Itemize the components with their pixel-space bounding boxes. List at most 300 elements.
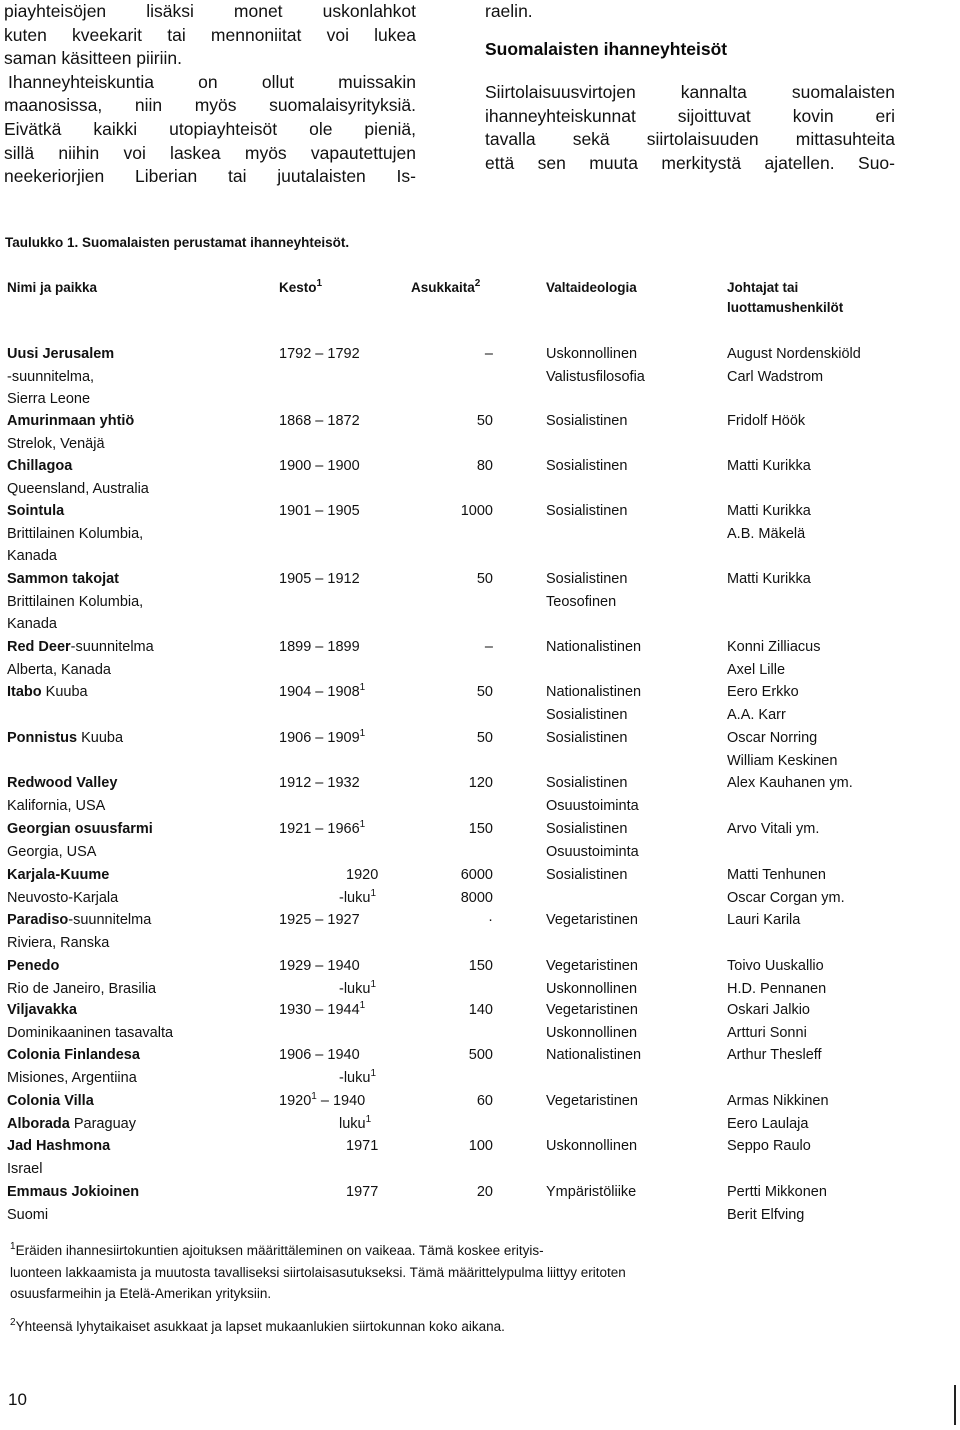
row-duration-text: 1977	[346, 1184, 379, 1200]
row-duration-sup: 1	[359, 728, 366, 739]
row-ideology-cell	[546, 772, 639, 817]
row-duration2-text: luku	[339, 1115, 366, 1132]
row-name-cell	[7, 772, 117, 817]
row-leaders-cell	[727, 864, 845, 909]
row-duration	[279, 955, 376, 978]
row-leader: Seppo Raulo	[727, 1138, 811, 1154]
row-population: 50	[476, 571, 493, 587]
row-name-cell	[7, 568, 143, 636]
row-duration	[279, 455, 360, 478]
row-name	[7, 727, 123, 750]
row-name	[7, 636, 154, 659]
row-duration-cell	[279, 1181, 378, 1204]
row-ideology-cell	[546, 568, 627, 613]
row-leader: Matti Tenhunen	[727, 867, 826, 883]
row-leaders-cell	[727, 455, 811, 478]
row-name	[7, 568, 143, 591]
text-line: sillä niihin voi laskea myös vapautettujen	[4, 142, 416, 163]
row-duration-sup: 1	[311, 1091, 317, 1102]
row-name-bold: Viljavakka	[7, 1002, 77, 1018]
row-duration	[279, 636, 360, 659]
row-duration-line2	[279, 1067, 376, 1090]
row-ideology-cell	[546, 955, 638, 1000]
row-name-bold: Redwood Valley	[7, 775, 118, 791]
footnote-1-text: Eräiden ihannesiirtokuntien ajoituksen määrittäleminen on vaikeaa. Tämä koskee erityis-	[15, 1243, 544, 1258]
row-name-bold: Emmaus Jokioinen	[7, 1184, 140, 1200]
row-ideology: Osuustoiminta	[546, 843, 639, 860]
row-duration-cell	[279, 999, 365, 1022]
text-line: piayhteisöjen lisäksi monet uskonlahkot	[4, 1, 416, 21]
row-name-bold: Penedo	[7, 958, 60, 974]
row-ideology-cell	[546, 500, 627, 523]
row-name	[7, 999, 173, 1022]
row-name-cell	[7, 909, 151, 954]
row-population: 20	[476, 1184, 493, 1200]
right-text-column	[485, 0, 895, 176]
row-population: 500	[468, 1047, 493, 1063]
row-name-line: Kanada	[7, 616, 57, 633]
row-population-cell	[445, 1044, 493, 1067]
row-name-line: Rio de Janeiro, Brasilia	[7, 980, 157, 997]
row-duration	[279, 999, 365, 1022]
row-duration-text: 1929 – 1940	[279, 958, 360, 974]
row-ideology: Teosofinen	[546, 593, 617, 610]
row-duration-text: 1920	[279, 1093, 312, 1109]
row-leader: Carl Wadstrom	[727, 368, 824, 385]
row-leaders-cell	[727, 1181, 827, 1226]
header-leaders	[727, 278, 843, 318]
row-population: 150	[468, 821, 493, 837]
row-duration2-text: -luku	[339, 889, 371, 906]
row-leader: H.D. Pennanen	[727, 980, 827, 997]
row-duration-cell	[279, 568, 360, 591]
row-population: 140	[468, 1002, 493, 1018]
row-population-cell	[445, 343, 493, 366]
row-name-bold: Red Deer	[7, 639, 71, 655]
header-population-sup: 2	[474, 278, 481, 289]
footnote-1-line	[10, 1240, 890, 1262]
row-name-line: Misiones, Argentiina	[7, 1069, 137, 1086]
text-line: tavalla sekä siirtolaisuuden mittasuhteita	[485, 129, 895, 150]
row-ideology: Sosialistinen	[546, 706, 628, 723]
row-leader: Axel Lille	[727, 661, 786, 678]
row-name	[7, 681, 88, 704]
row-name-line: Suomi	[7, 1206, 49, 1223]
row-leader: Matti Kurikka	[727, 571, 811, 587]
row-name-bold: Sammon takojat	[7, 571, 119, 587]
row-name	[7, 1181, 139, 1204]
row-leader: Alex Kauhanen ym.	[727, 775, 853, 791]
row-duration	[279, 818, 365, 841]
row-duration	[279, 410, 360, 433]
row-leader: Oscar Norring	[727, 730, 818, 746]
row-duration2-sup: 1	[370, 978, 376, 990]
row-name-line: Dominikaaninen tasavalta	[7, 1024, 174, 1041]
row-name-bold: Ponnistus	[7, 730, 78, 746]
row-name	[7, 955, 156, 978]
text-line: Siirtolaisuusvirtojen kannalta suomalaisten	[485, 82, 895, 103]
row-name-bold: Paradiso	[7, 912, 69, 928]
row-population-cell	[445, 727, 493, 750]
row-duration-cell	[279, 955, 376, 1000]
row-ideology: Sosialistinen	[546, 503, 628, 519]
row-ideology: Uskonnollinen	[546, 346, 638, 362]
row-leaders-cell	[727, 999, 810, 1044]
row-ideology: Sosialistinen	[546, 775, 628, 791]
row-duration2-sup: 1	[370, 887, 376, 899]
footnote-1-line: osuusfarmeihin ja Etelä-Amerikan yrityksiin.	[10, 1286, 272, 1301]
row-ideology: Sosialistinen	[546, 730, 628, 746]
row-name-rest: Kuuba	[77, 730, 124, 746]
row-leader: Fridolf Höök	[727, 413, 806, 429]
row-name-line: Queensland, Australia	[7, 480, 149, 497]
row-duration2-text: -luku	[339, 1069, 371, 1086]
row-name-bold: Amurinmaan yhtiö	[7, 413, 135, 429]
row-leader: Oscar Corgan ym.	[727, 889, 845, 906]
row-name-cell	[7, 636, 154, 681]
row-population-cell	[445, 955, 493, 978]
row-name-rest: -suunnitelma	[70, 639, 154, 655]
row-ideology: Nationalistinen	[546, 684, 642, 700]
row-ideology-cell	[546, 1181, 636, 1204]
row-ideology-cell	[546, 1044, 641, 1067]
row-name-cell	[7, 343, 114, 411]
row-name-bold: Jad Hashmona	[7, 1138, 111, 1154]
row-leaders-cell	[727, 343, 861, 388]
row-name-line: Kanada	[7, 548, 57, 565]
row-name-cell	[7, 1135, 110, 1180]
row-population-cell	[445, 500, 493, 523]
row-ideology: Osuustoiminta	[546, 797, 639, 814]
row-duration-cell	[279, 455, 360, 478]
row-duration-cell	[279, 410, 360, 433]
row-ideology: Valistusfilosofia	[546, 368, 645, 385]
footnote-1-line: luonteen lakkaamista ja muutosta tavalliseksi siirtolaisasutukseksi. Tämä määrittelypulma liittyy eritoten	[10, 1264, 626, 1280]
row-leaders-cell	[727, 636, 821, 681]
row-leader: Eero Laulaja	[727, 1115, 809, 1132]
text-line: maanosissa, niin myös suomalaisyrityksiä.	[4, 95, 416, 116]
row-duration	[279, 864, 378, 887]
row-duration-text: 1792 – 1792	[279, 346, 360, 362]
row-population-cell	[445, 864, 493, 909]
row-leaders-cell	[727, 681, 799, 726]
page-edge-mark	[954, 1385, 956, 1425]
row-ideology: Vegetaristinen	[546, 958, 638, 974]
row-leader: Konni Zilliacus	[727, 639, 821, 655]
row-duration-cell	[279, 727, 365, 750]
row-name-line: Neuvosto-Karjala	[7, 889, 119, 906]
text-line: saman käsitteen piiriin.	[4, 48, 182, 69]
row-ideology: Nationalistinen	[546, 1047, 642, 1063]
footnote-1-mark: 1	[10, 1241, 16, 1252]
table-caption: Taulukko 1. Suomalaisten perustamat ihanneyhteisöt.	[5, 235, 350, 250]
row-duration	[279, 568, 360, 591]
row-population-cell	[445, 1090, 493, 1113]
row-ideology-cell	[546, 999, 638, 1044]
row-population: 80	[476, 458, 493, 474]
row-name-cell	[7, 455, 149, 500]
row-duration-sup: 1	[359, 1000, 366, 1011]
section-heading: Suomalaisten ihanneyhteisöt	[485, 38, 728, 59]
row-name	[7, 343, 114, 366]
row-duration-sup: 1	[359, 819, 366, 830]
row-name-bold: Colonia Finlandesa	[7, 1047, 140, 1063]
row-duration	[279, 681, 365, 704]
row-population-cell	[445, 772, 493, 795]
row-name-rest: Kuuba	[41, 684, 88, 700]
row-leader: A.A. Karr	[727, 706, 786, 723]
row-duration	[279, 909, 360, 932]
row-duration-text: 1906 – 1909	[279, 730, 360, 746]
text-line: neekeriorjien Liberian tai juutalaisten Is-	[4, 166, 416, 187]
row-leader: William Keskinen	[727, 752, 838, 769]
row-leader: Arthur Thesleff	[727, 1047, 822, 1063]
text-line: Ihanneyhteiskuntia on ollut muissakin	[8, 71, 416, 92]
row-duration-tail: – 1940	[316, 1093, 366, 1109]
row-ideology: Uskonnollinen	[546, 1024, 638, 1041]
row-ideology: Vegetaristinen	[546, 912, 638, 928]
row-population-cell	[445, 999, 493, 1022]
row-leaders-cell	[727, 818, 819, 841]
row-leader: A.B. Mäkelä	[727, 525, 806, 542]
row-ideology: Nationalistinen	[546, 639, 642, 655]
row-ideology-cell	[546, 909, 638, 932]
row-name-rest: Paraguay	[69, 1115, 136, 1132]
row-leaders-cell	[727, 727, 837, 772]
row-name	[7, 500, 143, 523]
row-leader: Pertti Mikkonen	[727, 1184, 827, 1200]
row-duration-cell	[279, 1135, 378, 1158]
row-name	[7, 1090, 136, 1113]
header-leaders-line1: Johtajat tai	[727, 280, 799, 295]
row-name-line: Israel	[7, 1160, 43, 1177]
row-name-bold: Sointula	[7, 503, 65, 519]
text-line: että sen muuta merkitystä ajatellen. Suo-	[485, 152, 895, 173]
row-duration-cell	[279, 500, 360, 523]
row-name-bold: Colonia Villa	[7, 1093, 94, 1109]
row-duration-text: 1912 – 1932	[279, 775, 360, 791]
text-line: raelin.	[485, 1, 533, 21]
row-duration-cell	[279, 343, 360, 366]
row-ideology: Vegetaristinen	[546, 1002, 638, 1018]
row-population: 150	[468, 958, 493, 974]
row-name-line: Riviera, Ranska	[7, 934, 110, 951]
row-leader: Lauri Karila	[727, 912, 801, 928]
row-duration-text: 1930 – 1944	[279, 1002, 360, 1018]
footnote-2-mark: 2	[10, 1316, 16, 1328]
row-duration-text: 1921 – 1966	[279, 821, 360, 837]
row-leaders-cell	[727, 955, 826, 1000]
row-population: 8000	[460, 889, 493, 906]
row-name-bold: Itabo	[7, 684, 42, 700]
row-duration-cell	[279, 909, 360, 932]
row-duration-text: 1901 – 1905	[279, 503, 360, 519]
row-leader: Matti Kurikka	[727, 503, 811, 519]
row-ideology-cell	[546, 1135, 637, 1158]
row-name-cell	[7, 818, 153, 863]
row-name-line: Strelok, Venäjä	[7, 435, 105, 452]
header-duration-label: Kesto	[279, 280, 317, 295]
row-duration-cell	[279, 681, 365, 704]
row-duration-cell	[279, 818, 365, 841]
row-name-line: Brittilainen Kolumbia,	[7, 593, 144, 610]
row-leaders-cell	[727, 772, 853, 795]
row-duration-sup: 1	[359, 682, 366, 693]
row-leader: Berit Elfving	[727, 1206, 805, 1223]
row-ideology-cell	[546, 681, 641, 726]
row-population-cell	[445, 681, 493, 704]
row-population-cell	[445, 568, 493, 591]
row-ideology: Sosialistinen	[546, 821, 628, 837]
row-ideology-cell	[546, 1090, 638, 1113]
row-leader: Oskari Jalkio	[727, 1002, 810, 1018]
row-duration-text: 1925 – 1927	[279, 912, 360, 928]
row-duration-cell	[279, 1090, 371, 1135]
row-duration-line2	[279, 978, 376, 1001]
page-number: 10	[8, 1390, 27, 1409]
row-ideology: Ympäristöliike	[546, 1184, 637, 1200]
row-duration	[279, 1090, 371, 1113]
row-name-line: -suunnitelma,	[7, 368, 95, 385]
row-name	[7, 1113, 136, 1136]
row-duration-text: 1920	[346, 867, 379, 883]
row-ideology-cell	[546, 343, 645, 388]
row-ideology-cell	[546, 636, 641, 659]
row-duration-text: 1971	[346, 1138, 379, 1154]
row-name-cell	[7, 500, 143, 568]
row-duration-text: 1868 – 1872	[279, 413, 360, 429]
row-leader: Arvo Vitali ym.	[727, 821, 820, 837]
row-name	[7, 818, 153, 841]
row-name	[7, 1044, 140, 1067]
row-population: 1000	[460, 503, 493, 519]
row-ideology: Uskonnollinen	[546, 980, 638, 997]
row-ideology-cell	[546, 727, 627, 750]
row-name-cell	[7, 1044, 140, 1089]
row-duration-text: 1906 – 1940	[279, 1047, 360, 1063]
row-duration-cell	[279, 636, 360, 659]
row-ideology-cell	[546, 410, 627, 433]
text-line: Eivätkä kaikki utopiayhteisöt ole pieniä,	[4, 118, 416, 139]
row-name-cell	[7, 410, 134, 455]
row-name-cell	[7, 681, 88, 704]
row-population-cell	[445, 636, 493, 659]
row-name-line: Georgia, USA	[7, 843, 97, 860]
row-population: 100	[468, 1138, 493, 1154]
row-leaders-cell	[727, 1135, 811, 1158]
header-leaders-line2: luottamushenkilöt	[727, 300, 844, 315]
row-ideology: Sosialistinen	[546, 571, 628, 587]
row-duration	[279, 772, 360, 795]
row-duration	[279, 343, 360, 366]
header-name: Nimi ja paikka	[7, 280, 98, 295]
row-ideology-cell	[546, 455, 627, 478]
row-duration-text: 1900 – 1900	[279, 458, 360, 474]
row-duration-text: 1904 – 1908	[279, 684, 360, 700]
row-duration-text: 1899 – 1899	[279, 639, 360, 655]
row-duration2-text: -luku	[339, 980, 371, 997]
row-name-line: Kalifornia, USA	[7, 797, 106, 814]
text-line: ihanneyhteiskunnat sijoittuvat kovin eri	[485, 105, 895, 126]
row-leader: Artturi Sonni	[727, 1024, 807, 1041]
row-name-cell	[7, 955, 156, 1000]
row-leaders-cell	[727, 500, 811, 545]
row-population: 120	[468, 775, 493, 791]
row-ideology: Uskonnollinen	[546, 1138, 638, 1154]
row-duration	[279, 1181, 378, 1204]
row-leaders-cell	[727, 1044, 822, 1067]
row-leaders-cell	[727, 410, 805, 433]
row-population-cell	[445, 1181, 493, 1204]
row-population: –	[484, 639, 493, 655]
row-leader: Armas Nikkinen	[727, 1093, 829, 1109]
row-leader: Eero Erkko	[727, 684, 799, 700]
row-name-bold: Alborada	[7, 1115, 70, 1132]
row-population: 50	[476, 684, 493, 700]
row-name-bold: Karjala-Kuume	[7, 867, 110, 883]
row-duration-text: 1905 – 1912	[279, 571, 360, 587]
row-population-cell	[445, 818, 493, 841]
row-name	[7, 410, 134, 433]
row-name-bold: Uusi Jerusalem	[7, 346, 115, 362]
header-population-label: Asukkaita	[411, 280, 475, 295]
footnote-2-line	[10, 1316, 890, 1338]
row-name	[7, 909, 151, 932]
text-line: kuten kveekarit tai mennoniitat voi lukea	[4, 24, 416, 45]
row-name-cell	[7, 1090, 136, 1135]
row-population: 50	[476, 730, 493, 746]
row-leaders-cell	[727, 909, 800, 932]
row-duration	[279, 1044, 376, 1067]
row-leaders-cell	[727, 568, 811, 591]
row-name-cell	[7, 1181, 139, 1226]
row-duration-cell	[279, 1044, 376, 1089]
row-duration	[279, 1135, 378, 1158]
row-ideology-cell	[546, 818, 639, 863]
row-name-line: Alberta, Kanada	[7, 661, 111, 678]
row-population-cell	[445, 909, 493, 932]
row-name-cell	[7, 999, 173, 1044]
row-ideology: Sosialistinen	[546, 867, 628, 883]
row-duration-line2	[279, 1113, 371, 1136]
row-duration	[279, 727, 365, 750]
row-duration2-sup: 1	[370, 1067, 376, 1079]
header-duration-sup: 1	[316, 278, 323, 289]
row-name-rest: -suunnitelma	[68, 912, 152, 928]
row-population: –	[484, 346, 493, 362]
row-name	[7, 772, 117, 795]
row-name-bold: Georgian osuusfarmi	[7, 821, 153, 837]
row-duration-cell	[279, 772, 360, 795]
left-text-column	[4, 0, 416, 189]
row-leader: August Nordenskiöld	[727, 346, 861, 362]
row-name	[7, 455, 149, 478]
row-population-cell	[445, 455, 493, 478]
row-leader: Toivo Uuskallio	[727, 958, 824, 974]
row-name	[7, 864, 118, 887]
header-ideology: Valtaideologia	[546, 280, 637, 295]
row-duration2-sup: 1	[365, 1113, 372, 1125]
row-duration-cell	[279, 864, 378, 909]
header-population	[411, 278, 480, 298]
footnote-2-text: Yhteensä lyhytaikaiset asukkaat ja lapset mukaanlukien siirtokunnan koko aikana.	[15, 1318, 505, 1334]
row-population: 60	[476, 1093, 493, 1109]
row-name-bold: Chillagoa	[7, 458, 73, 474]
row-name-line: Brittilainen Kolumbia,	[7, 525, 144, 542]
footnotes	[10, 1240, 890, 1337]
row-leader: Matti Kurikka	[727, 458, 811, 474]
row-leaders-cell	[727, 1090, 829, 1135]
